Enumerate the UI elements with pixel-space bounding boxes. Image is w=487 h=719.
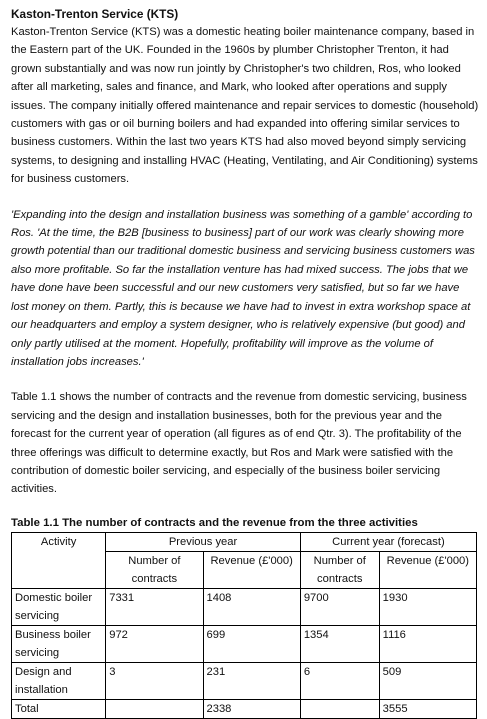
header-current-year: Current year (forecast) xyxy=(300,532,476,551)
table-row-total xyxy=(12,699,477,718)
row-activity: Total xyxy=(12,699,106,718)
row-prev-revenue: 699 xyxy=(203,625,300,662)
table-description-paragraph: Table 1.1 shows the number of contracts and the revenue from domestic servicing, business servicing and the design and installation businesses, both for the previous year and the forecast for the current year of operation (all figures as of end Qtr. 3). The profitability of the three offerings was difficult to determine exactly, but Ros and Mark were satisfied with the contribution of domestic boiler servicing, and especially of the business boiler servicing activities. xyxy=(11,391,467,496)
header-prev-revenue: Revenue (£'000) xyxy=(203,551,300,588)
row-cur-contracts: 6 xyxy=(300,662,379,699)
header-previous-year: Previous year xyxy=(106,532,301,551)
row-activity: Design and installation xyxy=(12,662,106,699)
table-row xyxy=(12,588,477,625)
document-title: Kaston-Trenton Service (KTS) xyxy=(11,7,179,21)
row-prev-contracts: 7331 xyxy=(106,588,203,625)
row-prev-contracts: 972 xyxy=(106,625,203,662)
row-cur-contracts xyxy=(300,699,379,718)
row-cur-revenue: 1116 xyxy=(379,625,476,662)
row-cur-revenue: 3555 xyxy=(379,699,476,718)
table-row xyxy=(12,662,477,699)
row-cur-contracts: 1354 xyxy=(300,625,379,662)
row-activity: Business boiler servicing xyxy=(12,625,106,662)
header-cur-contracts: Number of contracts xyxy=(300,551,379,588)
row-cur-revenue: 509 xyxy=(379,662,476,699)
row-activity: Domestic boiler servicing xyxy=(12,588,106,625)
row-cur-contracts: 9700 xyxy=(300,588,379,625)
row-prev-contracts: 3 xyxy=(106,662,203,699)
contracts-revenue-table xyxy=(11,532,477,719)
intro-paragraph: Kaston-Trenton Service (KTS) was a domestic heating boiler maintenance company, based in the Eastern part of the UK. Founded in the 1960s by plumber Christopher Trenton, it had grown substantially and was now run jointly by Christopher's two children, Ros, who looked after all marketing, sales and finance, and Mark, who looked after operations and supply issues. The company initially offered maintenance and repair services to domestic (household) customers with gas or oil burning boilers and had expanded into offering similar services to business customers. Within the last two years KTS had also moved beyond simply servicing systems, to designing and installing HVAC (Heating, Ventilating, and Air Conditioning) systems for business customers. xyxy=(11,26,479,186)
table-row xyxy=(12,625,477,662)
row-prev-contracts xyxy=(106,699,203,718)
row-prev-revenue: 2338 xyxy=(203,699,300,718)
table-header-row-1 xyxy=(12,532,477,551)
row-prev-revenue: 231 xyxy=(203,662,300,699)
row-cur-revenue: 1930 xyxy=(379,588,476,625)
table-caption: Table 1.1 The number of contracts and the revenue from the three activities xyxy=(11,516,418,529)
header-activity: Activity xyxy=(12,532,106,551)
header-prev-contracts: Number of contracts xyxy=(106,551,203,588)
table-header-row-2 xyxy=(12,551,477,588)
quote-paragraph: 'Expanding into the design and installation business was something of a gamble' according to Ros. 'At the time, the B2B [business to business] part of our work was clearly showing more growth potential than our traditional domestic business and servicing business customers was also more profitable. So far the installation venture has had mixed success. The jobs that we have done have been successful and our new customers very satisfied, but so far we have lost money on them. Partly, this is because we have had to invest in extra workshop space at our headquarters and employ a system designer, who is relatively expensive (but good) and only partly utilised at the moment. Hopefully, profitability will improve as the volume of installation jobs increases.' xyxy=(11,208,475,368)
header-cur-revenue: Revenue (£'000) xyxy=(379,551,476,588)
row-prev-revenue: 1408 xyxy=(203,588,300,625)
